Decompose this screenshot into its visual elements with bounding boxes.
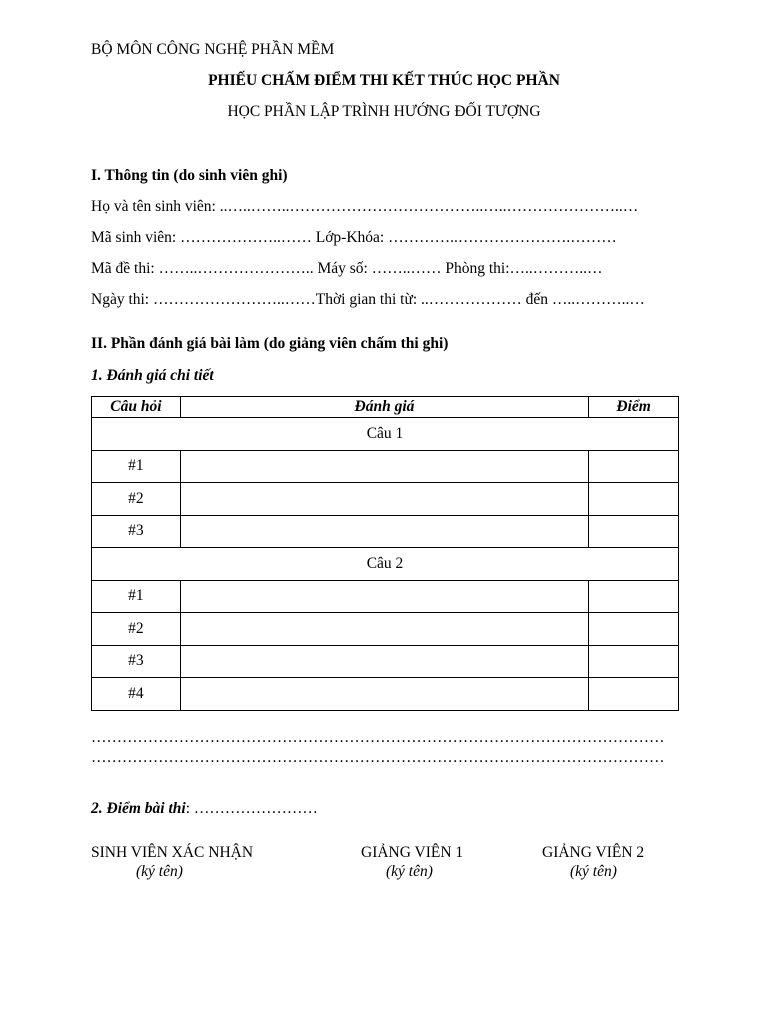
department-name: BỘ MÔN CÔNG NGHỆ PHẦN MỀM: [91, 41, 335, 58]
form-title: PHIẾU CHẤM ĐIỂM THI KẾT THÚC HỌC PHẦN: [208, 72, 560, 89]
question-cell: #1: [92, 450, 181, 483]
signature-title: GIẢNG VIÊN 1: [361, 844, 464, 861]
exam-date-line: Ngày thi: ……………………..……Thời gian thi từ: ..……………… đến …..………..…: [91, 291, 645, 308]
group-title: Câu 1: [92, 418, 679, 451]
evaluation-cell[interactable]: [180, 678, 588, 711]
table-row: [92, 483, 679, 516]
group-row-cau-1: [92, 418, 679, 451]
final-score-line: [91, 799, 318, 819]
grading-table: [91, 396, 679, 711]
score-cell[interactable]: [589, 483, 679, 516]
table-row: [92, 678, 679, 711]
signature-note: (ký tên): [570, 863, 617, 880]
course-title: HỌC PHẦN LẬP TRÌNH HƯỚNG ĐỐI TƯỢNG: [227, 103, 541, 120]
exam-code-line: Mã đề thi: ……..………………….. Máy số: ……..…… Phòng thi:…..………..…: [91, 260, 603, 277]
evaluation-cell[interactable]: [180, 613, 588, 646]
evaluation-cell[interactable]: [180, 483, 588, 516]
score-cell[interactable]: [589, 515, 679, 548]
score-cell[interactable]: [589, 678, 679, 711]
question-cell: #2: [92, 483, 181, 516]
header-evaluation: Đánh giá: [180, 397, 588, 418]
table-row: [92, 450, 679, 483]
question-cell: #4: [92, 678, 181, 711]
student-name-line: Họ và tên sinh viên: ..…..……..………………………………..…..…………………..…: [91, 198, 639, 215]
question-cell: #3: [92, 645, 181, 678]
group-row-cau-2: [92, 548, 679, 581]
signature-note: (ký tên): [386, 863, 433, 880]
score-cell[interactable]: [589, 613, 679, 646]
comment-dots-1: …………………………………………………………………………………………………: [91, 729, 665, 746]
evaluation-cell[interactable]: [180, 450, 588, 483]
signature-title: SINH VIÊN XÁC NHẬN: [91, 844, 254, 861]
student-id-line: Mã sinh viên: ………………..…… Lớp-Khóa: …………..………………….………: [91, 229, 617, 246]
score-cell[interactable]: [589, 645, 679, 678]
final-score-label: 2. Điểm bài thi: [91, 800, 186, 817]
evaluation-cell[interactable]: [180, 645, 588, 678]
evaluation-cell[interactable]: [180, 515, 588, 548]
final-score-value: : ……………………: [185, 800, 318, 817]
table-header-row: [92, 397, 679, 418]
group-title: Câu 2: [92, 548, 679, 581]
question-cell: #1: [92, 580, 181, 613]
question-cell: #2: [92, 613, 181, 646]
section2-heading: II. Phần đánh giá bài làm (do giảng viên chấm thi ghi): [91, 335, 449, 352]
signature-note: (ký tên): [136, 863, 183, 880]
question-cell: #3: [92, 515, 181, 548]
table-row: [92, 645, 679, 678]
detail-eval-heading: 1. Đánh giá chi tiết: [91, 367, 214, 384]
score-cell[interactable]: [589, 450, 679, 483]
evaluation-cell[interactable]: [180, 580, 588, 613]
score-cell[interactable]: [589, 580, 679, 613]
table-row: [92, 515, 679, 548]
table-row: [92, 613, 679, 646]
section1-heading: I. Thông tin (do sinh viên ghi): [91, 167, 288, 184]
header-score: Điểm: [589, 397, 679, 418]
header-question: Câu hỏi: [92, 397, 181, 418]
comment-dots-2: …………………………………………………………………………………………………: [91, 749, 665, 766]
table-row: [92, 580, 679, 613]
signature-title: GIẢNG VIÊN 2: [542, 844, 645, 861]
